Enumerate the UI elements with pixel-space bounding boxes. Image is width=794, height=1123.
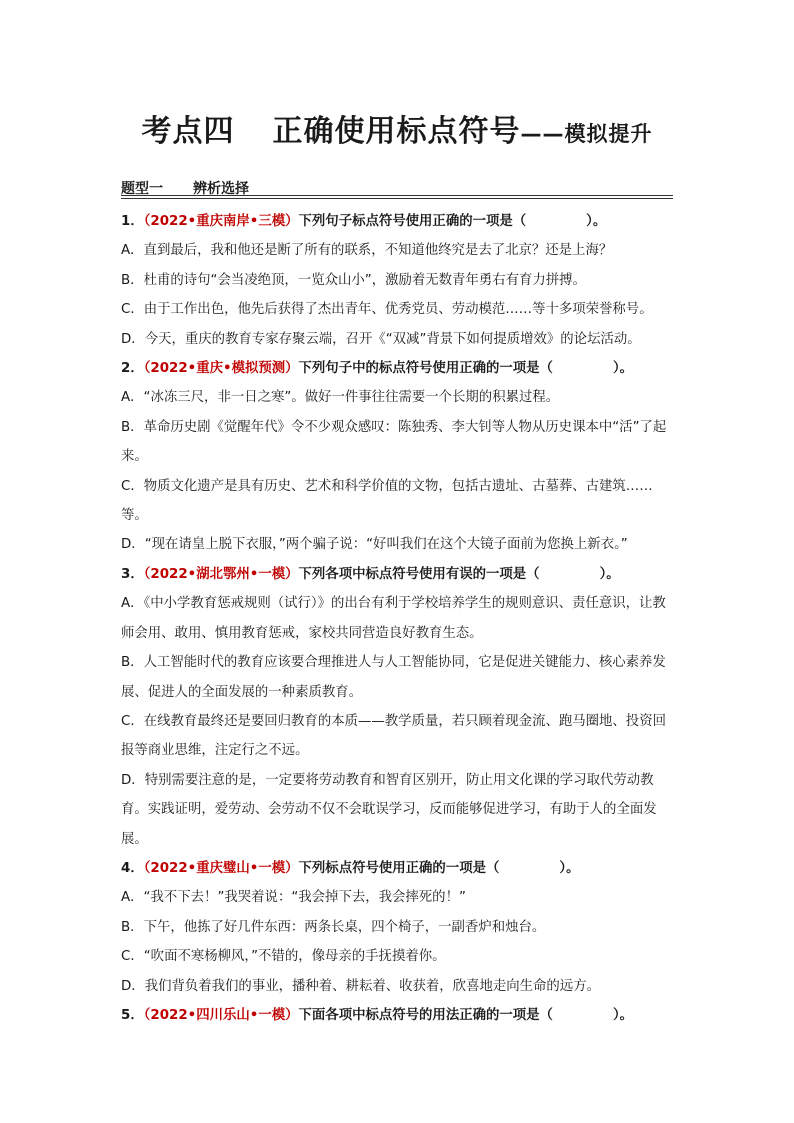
question-stem: 下面各项中标点符号的用法正确的一项是（	[298, 1007, 553, 1023]
option-d: D．特别需要注意的是，一定要将劳动教育和智育区别开，防止用文化课的学习取代劳动教育。实践证明，爱劳动、会劳动不仅不会耽误学习，反而能够促进学习，有助于人的全面发展。	[121, 772, 657, 847]
question-number: 2．	[121, 361, 144, 377]
question-5	[121, 1001, 673, 1030]
option-c: C．由于工作出色，他先后获得了杰出青年、优秀党员、劳动模范……等十多项荣誉称号。	[121, 302, 653, 318]
question-list	[121, 207, 673, 1030]
question-stem: 下列句子中的标点符号使用正确的一项是（	[298, 361, 553, 377]
title-suffix: ——模拟提升	[520, 122, 653, 146]
section-label: 题型一	[121, 181, 163, 197]
option-d: D．今天，重庆的教育专家存聚云端，召开《“双减”背景下如何提质增效》的论坛活动。	[121, 331, 641, 347]
option-c: C．在线教育最终还是要回归教育的本质——教学质量，若只顾着现金流、跑马圈地、投资回报等商业思维，注定行之不远。	[121, 713, 666, 759]
question-4	[121, 854, 673, 883]
option-a: A．《中小学教育惩戒规则（试行）》的出台有利于学校培养学生的规则意识、责任意识，让教师会用、敢用、慎用教育惩戒，家校共同营造良好教育生态。	[121, 596, 666, 641]
question-end: ）。	[612, 1007, 634, 1023]
question-source: （2022•四川乐山•一模）	[143, 1007, 299, 1023]
question-3	[121, 560, 673, 589]
option-b: B．下午，他拣了好几件东西：两条长桌，四个椅子，一副香炉和烛台。	[121, 919, 546, 935]
option-b: B．人工智能时代的教育应该要合理推进人与人工智能协同，它是促进关键能力、核心素养发展、促进人的全面发展的一种素质教育。	[121, 655, 666, 700]
option-b: B．杜甫的诗句“会当凌绝顶，一览众山小”，激励着无数青年勇右有育力拼搏。	[121, 272, 586, 288]
option-c: C．“吹面不寒杨柳风，”不错的，像母亲的手抚摸着你。	[121, 949, 446, 965]
question-number: 5．	[121, 1007, 144, 1023]
option-c: C．物质文化遗产是具有历史、艺术和科学价值的文物，包括古遗址、古墓葬、古建筑……等。	[121, 478, 653, 524]
question-end: ）。	[612, 361, 634, 377]
page-title	[0, 106, 794, 150]
option-a: A．“冰冻三尺，非一日之寒”。做好一件事往往需要一个长期的积累过程。	[121, 390, 560, 406]
question-stem: 下列句子标点符号使用正确的一项是（	[298, 214, 527, 229]
question-source: （2022•湖北鄂州•一模）	[143, 566, 299, 582]
option-a: A．“我不下去！”我哭着说：“我会掉下去，我会摔死的！”	[121, 890, 466, 906]
title-topic: 正确使用标点符号	[272, 114, 521, 149]
question-end: ）。	[586, 214, 607, 229]
question-source: （2022•重庆•模拟预测）	[143, 361, 299, 377]
option-d: D．我们背负着我们的事业，播种着、耕耘着、收获着，欣喜地走向生命的远方。	[121, 978, 600, 994]
question-end: ）。	[599, 566, 620, 582]
option-d: D．“现在请皇上脱下衣服，”两个骗子说：“好叫我们在这个大镜子面前为您换上新衣。”	[121, 537, 628, 553]
question-source: （2022•重庆璧山•一模）	[143, 860, 299, 876]
option-b: B．革命历史剧《觉醒年代》令不少观众感叹：陈独秀、李大钊等人物从历史课本中“活”了起来。	[121, 419, 667, 465]
question-number: 3．	[121, 566, 144, 582]
question-number: 1．	[121, 214, 144, 229]
question-stem: 下列各项中标点符号使用有误的一项是（	[298, 566, 540, 582]
question-stem: 下列标点符号使用正确的一项是（	[298, 860, 500, 876]
section-divider-top	[121, 195, 673, 196]
question-source: （2022•重庆南岸•三模）	[143, 214, 299, 229]
section-name: 辨析选择	[193, 181, 249, 197]
question-1	[121, 207, 673, 236]
section-divider-bottom	[121, 198, 673, 199]
title-main: 考点四	[141, 114, 235, 149]
question-end: ）。	[559, 860, 580, 876]
question-number: 4．	[121, 860, 144, 876]
question-2	[121, 354, 673, 383]
option-a: A．直到最后，我和他还是断了所有的联系，不知道他终究是去了北京？还是上海？	[121, 243, 613, 259]
